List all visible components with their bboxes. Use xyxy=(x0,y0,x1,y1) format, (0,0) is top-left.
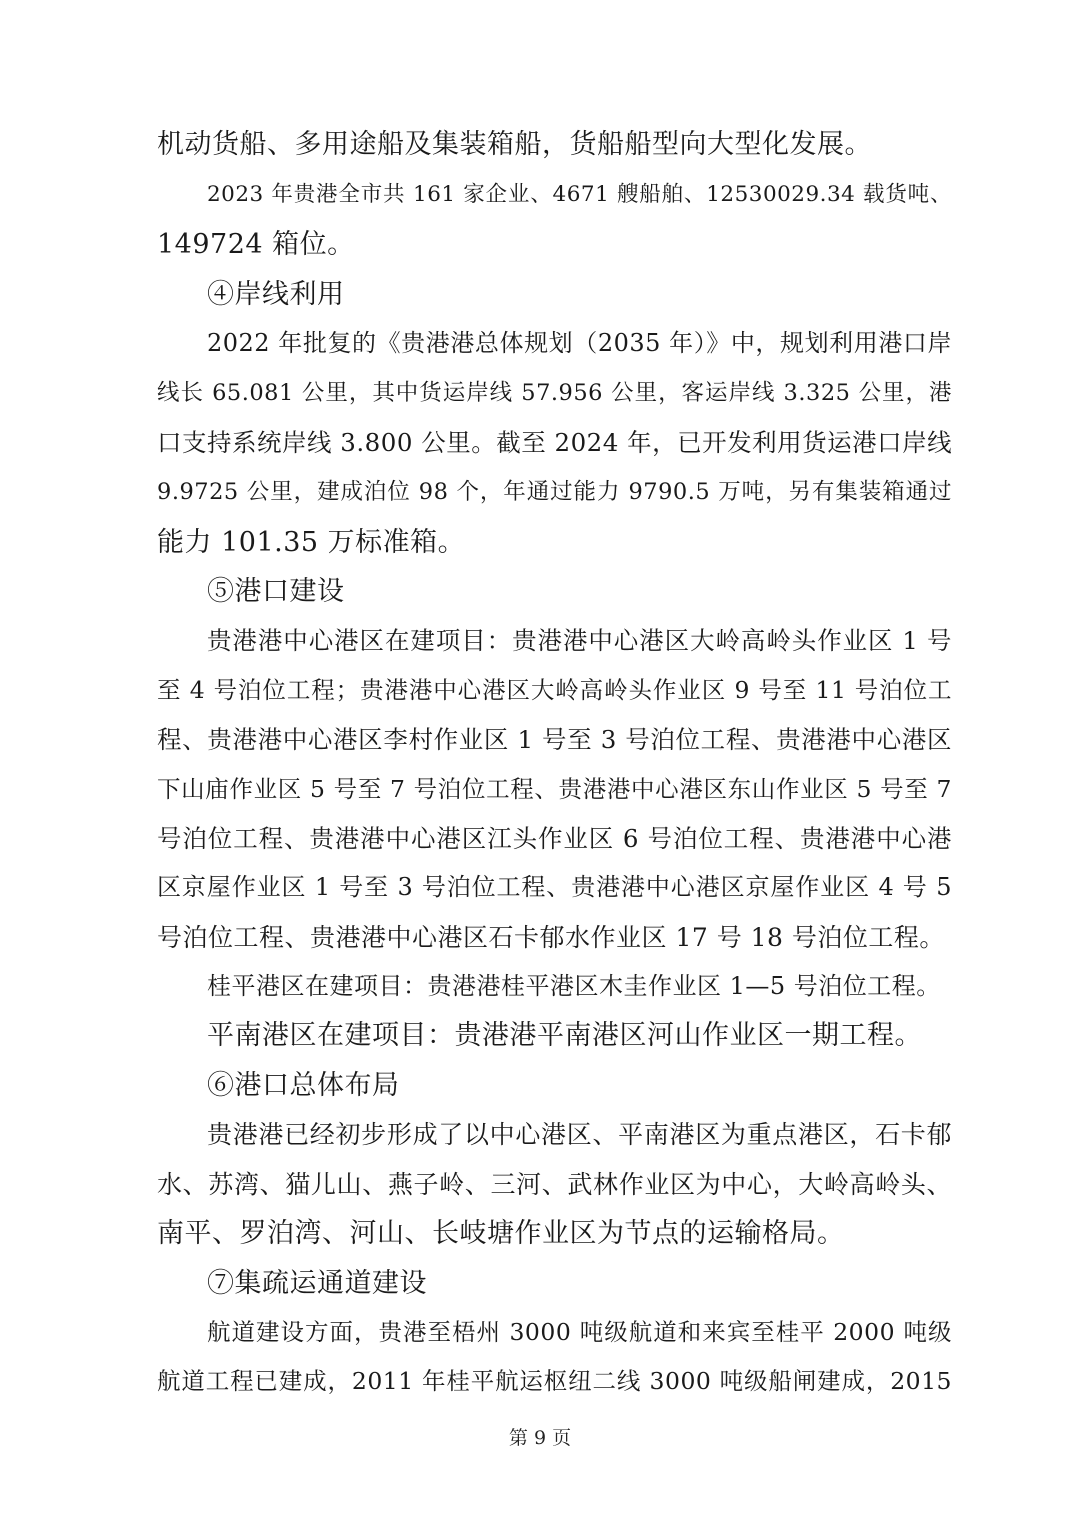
paragraph-line: 南平、罗泊湾、河山、长岐塘作业区为节点的运输格局。 xyxy=(157,1218,845,1249)
paragraph-line: 区京屋作业区 1 号至 3 号泊位工程、贵港港中心港区京屋作业区 4 号 5 xyxy=(157,873,952,901)
paragraph-line: 线长 65.081 公里，其中货运岸线 57.956 公里，客运岸线 3.325 公里，港 xyxy=(157,380,952,406)
paragraph-line: 水、苏湾、猫儿山、燕子岭、三河、武林作业区为中心，大岭高岭头、 xyxy=(157,1170,952,1199)
paragraph-line: 至 4 号泊位工程；贵港港中心港区大岭高岭头作业区 9 号至 11 号泊位工 xyxy=(157,676,952,704)
paragraph-line: 号泊位工程、贵港港中心港区石卡郁水作业区 17 号 18 号泊位工程。 xyxy=(157,923,945,952)
paragraph-line: 口支持系统岸线 3.800 公里。截至 2024 年，已开发利用货运港口岸线 xyxy=(157,428,953,457)
paragraph-line: 机动货船、多用途船及集装箱船，货船船型向大型化发展。 xyxy=(157,129,872,160)
section-heading: ⑥港口总体布局 xyxy=(207,1070,400,1101)
section-heading: ⑤港口建设 xyxy=(207,576,345,607)
paragraph-line: 贵港港已经初步形成了以中心港区、平南港区为重点港区，石卡郁 xyxy=(207,1120,952,1149)
paragraph-line: 号泊位工程、贵港港中心港区江头作业区 6 号泊位工程、贵港港中心港 xyxy=(157,824,952,853)
paragraph-line: 平南港区在建项目：贵港港平南港区河山作业区一期工程。 xyxy=(207,1020,922,1051)
paragraph-line: 下山庙作业区 5 号至 7 号泊位工程、贵港港中心港区东山作业区 5 号至 7 xyxy=(157,775,952,803)
paragraph-line: 149724 箱位。 xyxy=(157,229,355,260)
paragraph-line: 航道工程已建成，2011 年桂平航运枢纽二线 3000 吨级船闸建成，2015 xyxy=(157,1367,952,1395)
paragraph-line: 9.9725 公里，建成泊位 98 个，年通过能力 9790.5 万吨，另有集装箱通过 xyxy=(157,479,952,505)
section-heading: ④岸线利用 xyxy=(207,279,345,310)
section-heading: ⑦集疏运通道建设 xyxy=(207,1268,427,1299)
paragraph-line: 程、贵港港中心港区李村作业区 1 号至 3 号泊位工程、贵港港中心港区 xyxy=(157,725,952,754)
page-number: 第 9 页 xyxy=(508,1427,572,1449)
paragraph-line: 能力 101.35 万标准箱。 xyxy=(157,527,466,558)
paragraph-line: 2022 年批复的《贵港港总体规划（2035 年）》中，规划利用港口岸 xyxy=(207,329,952,357)
paragraph-line: 2023 年贵港全市共 161 家企业、4671 艘船舶、12530029.34 载货吨、 xyxy=(207,182,952,207)
paragraph-line: 贵港港中心港区在建项目：贵港港中心港区大岭高岭头作业区 1 号 xyxy=(207,626,952,655)
paragraph-line: 桂平港区在建项目：贵港港桂平港区木圭作业区 1—5 号泊位工程。 xyxy=(207,972,941,1000)
paragraph-line: 航道建设方面，贵港至梧州 3000 吨级航道和来宾至桂平 2000 吨级 xyxy=(207,1318,952,1346)
